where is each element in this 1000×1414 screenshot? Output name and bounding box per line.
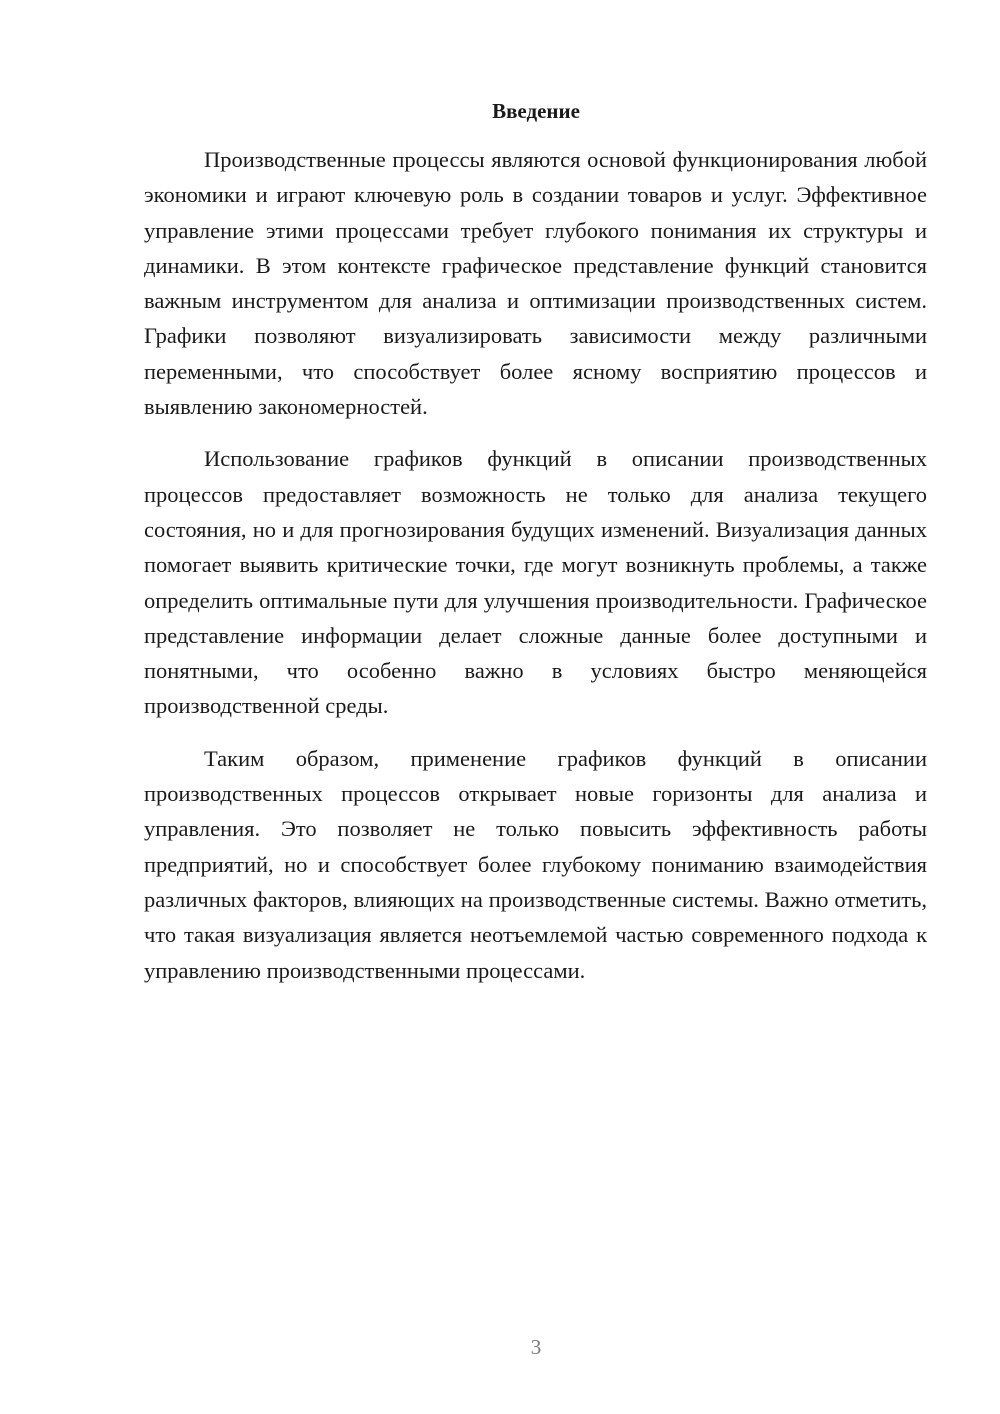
paragraph-3: Таким образом, применение графиков функций в описании производственных процессов открывает новые горизонты для анализа и управления. Это позволяет не только повысить эффективность работы предприятий, но и способствует более глубокому пониманию взаимодействия различных факторов, влияющих на производственные системы. Важно отметить, что такая визуализация является неотъемлемой частью современного подхода к управлению производственными процессами. (144, 745, 927, 983)
page-number: 3 (530, 1335, 542, 1359)
section-heading: Введение (492, 99, 580, 123)
body-text (144, 142, 927, 988)
paragraph-1: Производственные процессы являются основой функционирования любой экономики и играют ключевую роль в создании товаров и услуг. Эффективное управление этими процессами требует глубокого понимания их структуры и динамики. В этом контексте графическое представление функций становится важным инструментом для анализа и оптимизации производственных систем. Графики позволяют визуализировать зависимости между различными переменными, что способствует более ясному восприятию процессов и выявлению закономерностей. (144, 147, 927, 420)
paragraph-2: Использование графиков функций в описании производственных процессов предоставляет возможность не только для анализа текущего состояния, но и для прогнозирования будущих изменений. Визуализация данных помогает выявить критические точки, где могут возникнуть проблемы, а также определить оптимальные пути для улучшения производительности. Графическое представление информации делает сложные данные более доступными и понятными, что особенно важно в условиях быстро меняющейся производственной среды. (144, 446, 927, 719)
